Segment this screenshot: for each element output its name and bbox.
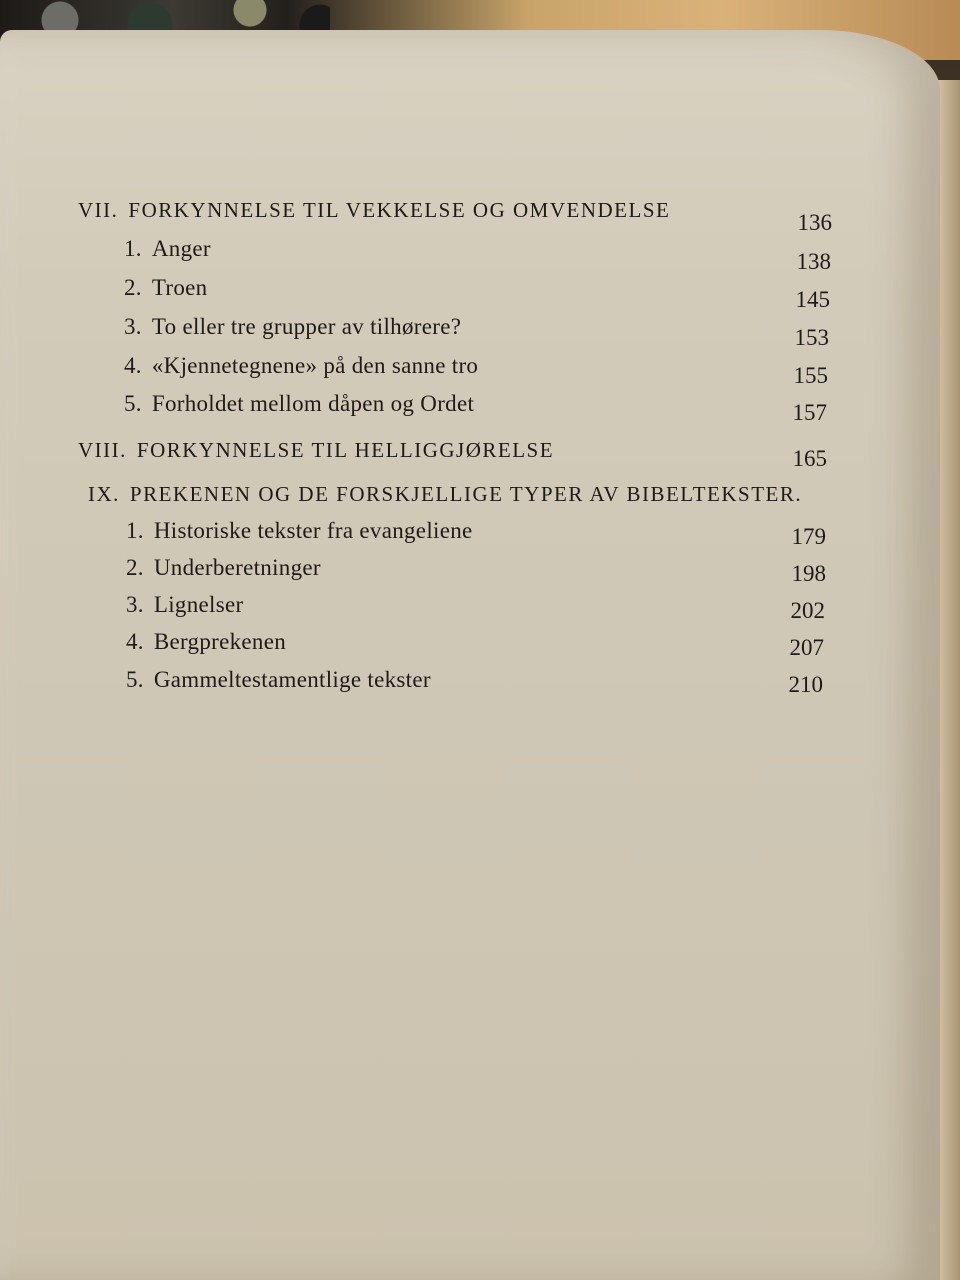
chapter-title: FORKYNNELSE TIL VEKKELSE OG OMVENDELSE: [128, 198, 671, 222]
section-number: 3.: [124, 314, 142, 339]
chapter-number: VII.: [78, 198, 119, 222]
toc-section: [124, 353, 478, 379]
section-title: Lignelser: [153, 592, 244, 617]
toc-section: [126, 592, 243, 618]
chapter-title: FORKYNNELSE TIL HELLIGGJØRELSE: [136, 438, 555, 462]
toc-section: [124, 275, 207, 301]
section-number: 2.: [126, 555, 144, 580]
toc-section: [126, 667, 431, 693]
toc-chapter-vii: [78, 198, 670, 223]
section-title: Historiske tekster fra evangeliene: [153, 518, 473, 543]
section-title: Anger: [151, 236, 211, 261]
section-number: 3.: [126, 592, 144, 617]
page-number: 179: [791, 524, 826, 549]
chapter-number: VIII.: [78, 438, 127, 462]
page-number: 157: [792, 400, 827, 425]
section-title: To eller tre grupper av tilhørere?: [151, 314, 462, 339]
section-number: 4.: [124, 353, 142, 378]
toc-section: [124, 236, 211, 262]
section-title: Underberetninger: [153, 555, 321, 580]
toc-section: [124, 314, 461, 340]
table-of-contents: [0, 30, 940, 1280]
toc-section: [126, 518, 473, 544]
section-number: 5.: [126, 667, 144, 692]
page-number: 145: [795, 287, 830, 312]
page-number: 198: [791, 561, 826, 586]
page-number: 136: [797, 210, 832, 235]
toc-chapter-viii: [78, 438, 554, 463]
page-number: 210: [788, 672, 823, 697]
toc-section: [126, 629, 286, 655]
section-title: Bergprekenen: [153, 629, 287, 654]
toc-chapter-ix: [88, 482, 802, 507]
section-number: 5.: [124, 391, 142, 416]
toc-section: [126, 555, 321, 581]
section-number: 4.: [126, 629, 144, 654]
chapter-number: IX.: [88, 482, 120, 506]
page-number: 202: [790, 598, 825, 623]
page-number: 165: [792, 446, 827, 471]
page-number: 138: [796, 249, 831, 274]
page-number: 155: [793, 363, 828, 388]
chapter-title: PREKENEN OG DE FORSKJELLIGE TYPER AV BIBELTEKSTER.: [129, 482, 803, 506]
book-page: [0, 30, 940, 1280]
page-number: 207: [789, 635, 824, 660]
page-number: 153: [794, 325, 829, 350]
section-title: Forholdet mellom dåpen og Ordet: [151, 391, 475, 416]
section-title: Gammeltestamentlige tekster: [153, 667, 431, 692]
section-number: 1.: [126, 518, 144, 543]
section-title: Troen: [151, 275, 208, 300]
section-number: 2.: [124, 275, 142, 300]
toc-section: [124, 391, 474, 417]
section-title: «Kjennetegnene» på den sanne tro: [151, 353, 479, 378]
section-number: 1.: [124, 236, 142, 261]
